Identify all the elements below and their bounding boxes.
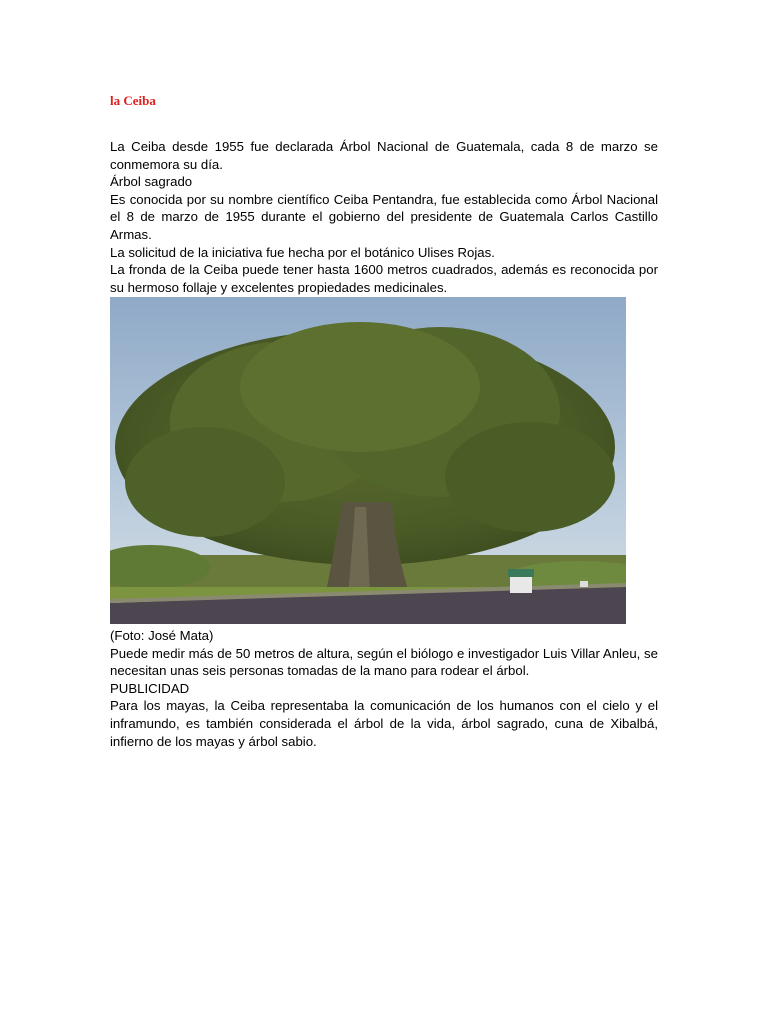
paragraph-scientific-name: Es conocida por su nombre científico Ceiba Pentandra, fue establecida como Árbol Nacional el 8 de marzo de 1955 durante el gobierno del presidente de Guatemala Carlos Castillo Armas. (110, 191, 658, 242)
paragraph-mayan-meaning: Para los mayas, la Ceiba representaba la comunicación de los humanos con el cielo y el inframundo, es también considerada el árbol de la vida, árbol sagrado, cuna de Xibalbá, infierno de los mayas y árbol sabio. (110, 698, 658, 749)
paragraph-height: Puede medir más de 50 metros de altura, según el biólogo e investigador Luis Villar Anleu, se necesitan unas seis personas tomadas de la mano para rodear el árbol. (110, 645, 658, 679)
document-title: la Ceiba (110, 93, 156, 108)
paragraph-national-tree: La Ceiba desde 1955 fue declarada Árbol Nacional de Guatemala, cada 8 de marzo se conmemora su día. (110, 139, 658, 172)
paragraph-foliage: La fronda de la Ceiba puede tener hasta 1600 metros cuadrados, además es reconocida por su hermoso follaje y excelentes propiedades medicinales. (110, 262, 658, 295)
intro-text (110, 138, 658, 296)
closing-text (110, 627, 658, 750)
paragraph-advertising: PUBLICIDAD (110, 680, 190, 696)
paragraph-heading-sacred-tree: Árbol sagrado (110, 174, 193, 190)
photo-credit: (Foto: José Mata) (110, 628, 214, 643)
ceiba-tree-photo (110, 297, 626, 624)
paragraph-initiative: La solicitud de la iniciativa fue hecha por el botánico Ulises Rojas. (110, 244, 495, 260)
